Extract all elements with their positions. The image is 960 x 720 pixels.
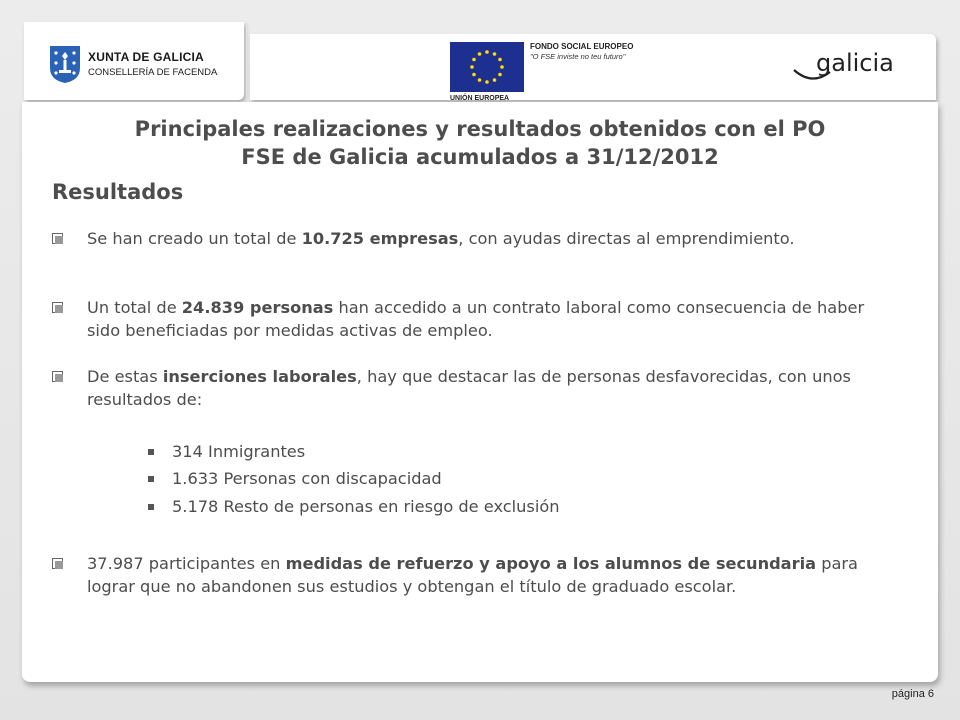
bullet-text-post: para lograr que no abandonen sus estudios y obtengan el título de graduado escolar.: [87, 554, 858, 596]
bullet-text-bold: medidas de refuerzo y apoyo a los alumnos de secundaria: [285, 554, 817, 573]
eu-star-icon: [493, 78, 497, 82]
bullet-text-pre: De estas: [87, 367, 163, 386]
checkbox-bullet-icon: [52, 233, 63, 244]
bullet-text-pre: Se han creado un total de: [87, 229, 302, 248]
xunta-subtitle: CONSELLERÍA DE FACENDA: [88, 67, 218, 78]
checkbox-bullet-icon: [52, 371, 63, 382]
sub-item-text: 5.178 Resto de personas en riesgo de exclusión: [172, 497, 560, 516]
galicia-logo-text: galicia: [816, 49, 894, 77]
bullet-text-bold: 24.839 personas: [181, 298, 334, 317]
eu-star-icon: [485, 80, 489, 84]
square-bullet-icon: [148, 476, 154, 482]
eu-flag-icon: [450, 42, 524, 92]
eu-star-icon: [472, 58, 476, 62]
bullet-item-empresas: [52, 227, 902, 250]
checkbox-bullet-icon: [52, 558, 63, 569]
sub-item-discapacidad: [148, 467, 442, 490]
eu-star-icon: [498, 73, 502, 77]
sub-item-text: 1.633 Personas con discapacidad: [172, 469, 442, 488]
eu-label: UNIÓN EUROPEA: [450, 95, 510, 102]
xunta-title: XUNTA DE GALICIA: [88, 50, 204, 64]
fse-motto: "O FSE inviste no teu futuro": [530, 52, 626, 61]
eu-star-icon: [470, 65, 474, 69]
eu-star-icon: [478, 78, 482, 82]
page-title: [40, 115, 920, 171]
eu-star-icon: [478, 52, 482, 56]
bullet-text-pre: 37.987 participantes en: [87, 554, 286, 573]
page-number: página 6: [891, 688, 934, 700]
checkbox-bullet-icon: [52, 302, 63, 313]
bullet-text-pre: Un total de: [87, 298, 182, 317]
bullet-text-bold: inserciones laborales: [162, 367, 357, 386]
eu-star-icon: [485, 50, 489, 54]
bullet-text-post: han accedido a un contrato laboral como consecuencia de haber sido beneficiadas por medidas activas de empleo.: [87, 298, 865, 340]
bullet-item-participantes: [52, 552, 902, 598]
bullet-item-personas: [52, 296, 902, 342]
eu-star-icon: [500, 65, 504, 69]
eu-star-icon: [493, 52, 497, 56]
bullet-text-bold: 10.725 empresas: [301, 229, 459, 248]
bullet-text-post: , con ayudas directas al emprendimiento.: [458, 229, 795, 248]
square-bullet-icon: [148, 504, 154, 510]
xunta-logo-text: [88, 50, 217, 78]
section-heading: Resultados: [52, 180, 184, 204]
eu-star-icon: [472, 73, 476, 77]
sub-item-exclusion: [148, 495, 560, 518]
eu-star-icon: [498, 58, 502, 62]
bullet-text-post: , hay que destacar las de personas desfavorecidas, con unos resultados de:: [87, 367, 851, 409]
header-divider: [246, 22, 247, 100]
sub-item-inmigrantes: [148, 440, 305, 463]
galicia-logo-icon: [790, 46, 910, 86]
xunta-shield-icon: [48, 44, 82, 84]
page-title-line-1: Principales realizaciones y resultados obtenidos con el PO: [134, 117, 826, 141]
sub-item-text: 314 Inmigrantes: [172, 442, 306, 461]
fse-block: [530, 42, 633, 61]
bullet-item-inserciones: [52, 365, 902, 411]
square-bullet-icon: [148, 449, 154, 455]
page-title-line-2: FSE de Galicia acumulados a 31/12/2012: [241, 145, 719, 169]
fse-title: FONDO SOCIAL EUROPEO: [530, 42, 634, 51]
